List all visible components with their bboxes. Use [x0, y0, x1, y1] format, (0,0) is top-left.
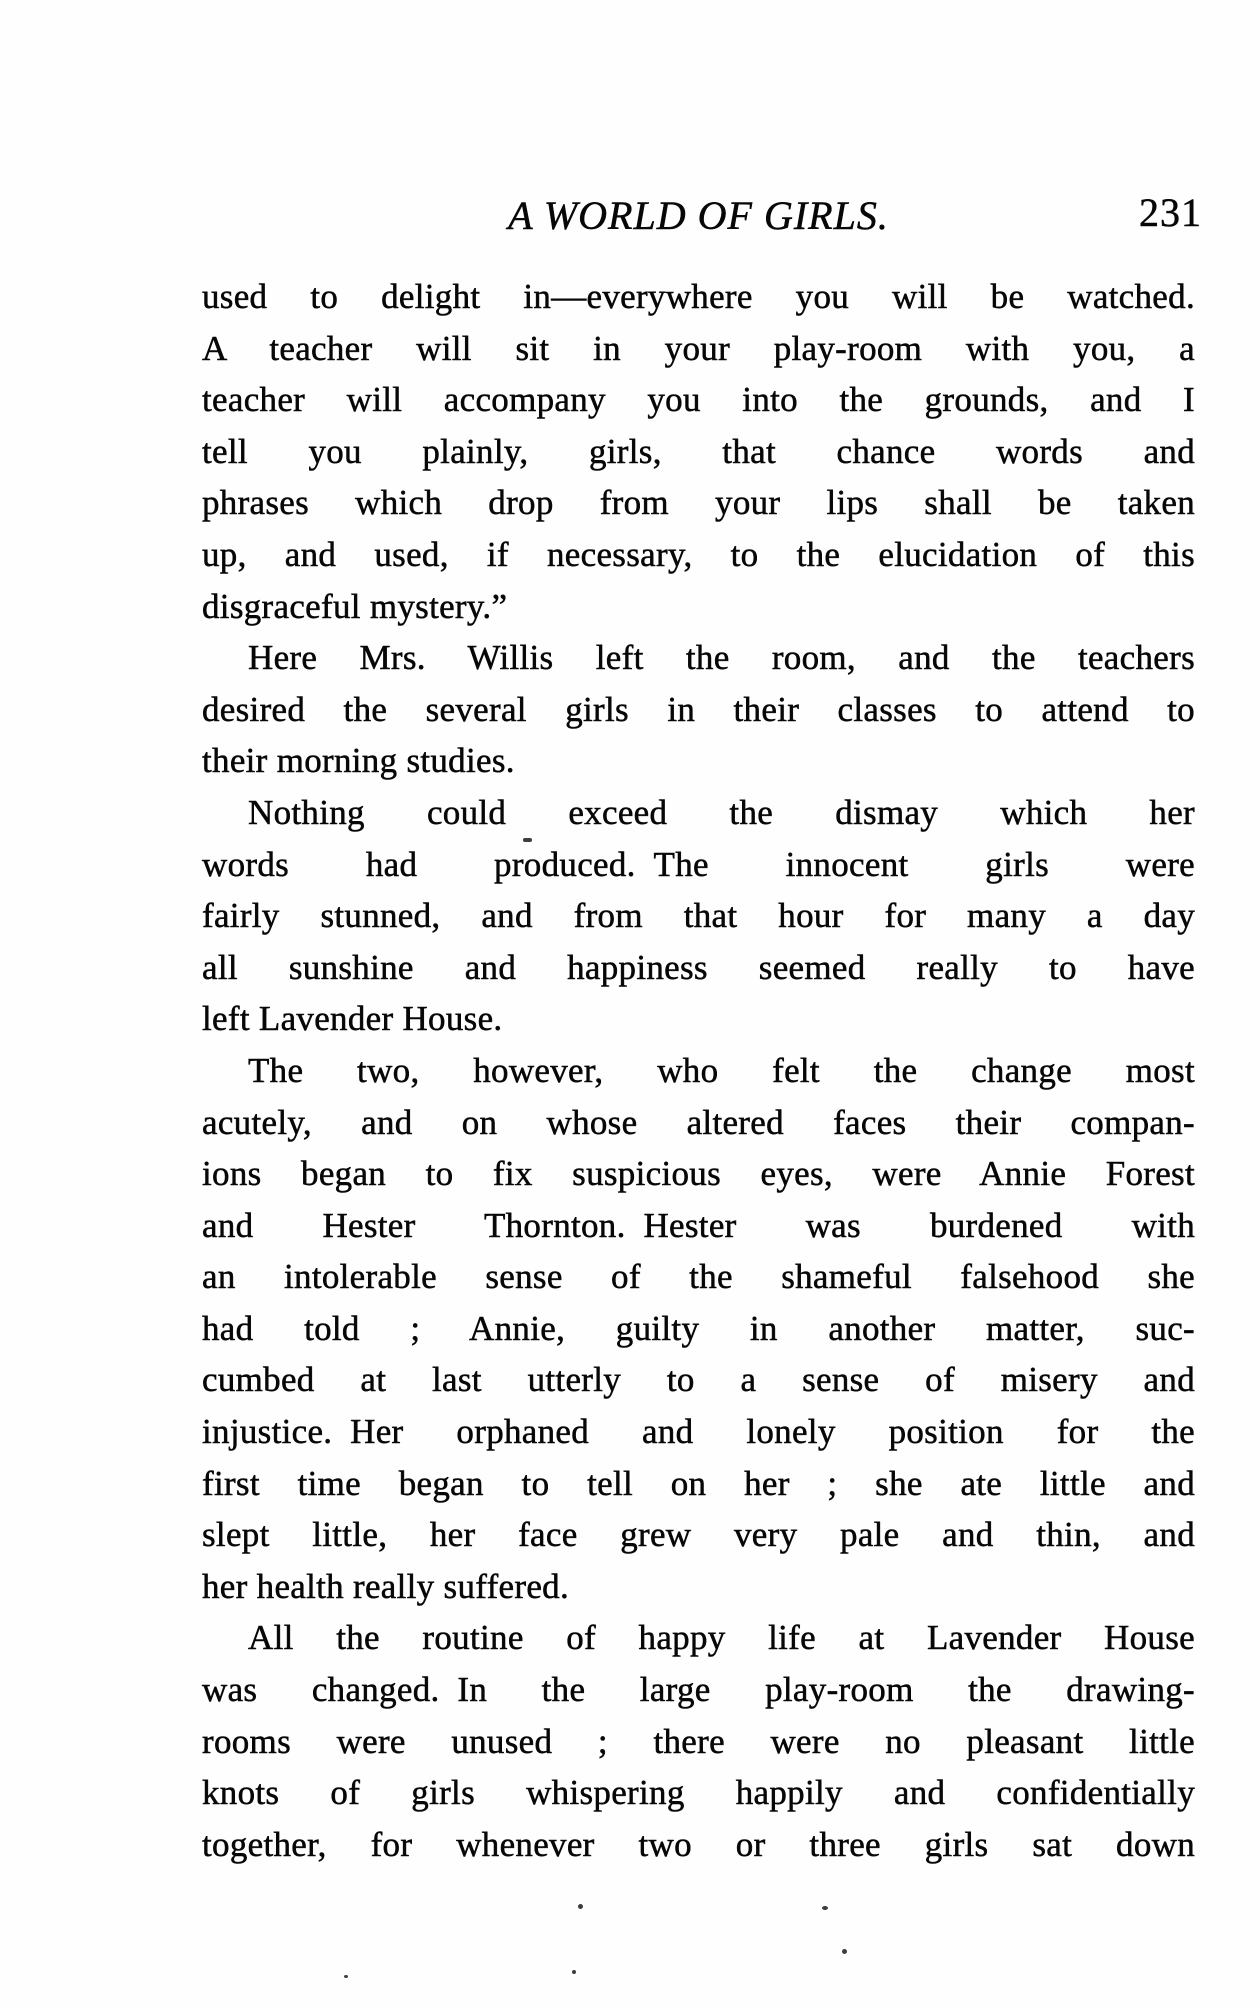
text-line: tell you plainly, girls, that chance words and: [202, 431, 1195, 471]
text-line: ions began to fix suspicious eyes, were Annie Forest: [202, 1154, 1195, 1194]
scan-speck: [842, 1949, 847, 1954]
text-line: desired the several girls in their classes to attend to: [202, 689, 1195, 729]
text-line: her health really suffered.: [202, 1566, 570, 1606]
scan-speck: [523, 838, 532, 842]
body-text: [202, 271, 1195, 1870]
running-header: [202, 193, 1195, 238]
text-line: left Lavender House.: [202, 999, 503, 1039]
text-line: an intolerable sense of the shameful falsehood she: [202, 1257, 1195, 1297]
scan-speck: [572, 1970, 576, 1974]
text-line: A teacher will sit in your play-room with you, a: [202, 328, 1195, 368]
text-line: together, for whenever two or three girls sat down: [202, 1824, 1195, 1864]
text-line: slept little, her face grew very pale and thin, and: [202, 1515, 1195, 1555]
text-line: rooms were unused ; there were no pleasant little: [202, 1721, 1195, 1761]
text-line: fairly stunned, and from that hour for many a day: [202, 896, 1195, 936]
text-line: The two, however, who felt the change most: [248, 1050, 1195, 1090]
text-line: knots of girls whispering happily and confidentially: [202, 1773, 1195, 1813]
paragraph: [202, 1045, 1195, 1613]
text-line: up, and used, if necessary, to the elucidation of this: [202, 534, 1195, 574]
text-line: all sunshine and happiness seemed really to have: [202, 947, 1195, 987]
text-line: cumbed at last utterly to a sense of misery and: [202, 1360, 1195, 1400]
header-title: A WORLD OF GIRLS.: [508, 193, 889, 238]
paragraph: [202, 1612, 1195, 1870]
text-line: their morning studies.: [202, 741, 515, 781]
scan-speck: [822, 1906, 828, 1910]
scan-speck: [344, 1975, 348, 1978]
text-line: injustice. Her orphaned and lonely position for the: [202, 1412, 1195, 1452]
text-line: phrases which drop from your lips shall be taken: [202, 483, 1195, 523]
text-line: and Hester Thornton. Hester was burdened with: [202, 1205, 1195, 1245]
text-line: Here Mrs. Willis left the room, and the teachers: [248, 638, 1195, 678]
paragraph: [202, 632, 1195, 787]
paragraph: [202, 271, 1195, 632]
text-line: was changed. In the large play-room the drawing-: [202, 1670, 1195, 1710]
text-line: acutely, and on whose altered faces their compan-: [202, 1102, 1195, 1142]
text-line: All the routine of happy life at Lavender House: [248, 1618, 1195, 1658]
text-line: had told ; Annie, guilty in another matter, suc-: [202, 1308, 1195, 1348]
paragraph: [202, 787, 1195, 1045]
page-number: 231: [1139, 190, 1202, 235]
scan-speck: [578, 1904, 583, 1909]
text-line: words had produced. The innocent girls were: [202, 844, 1195, 884]
text-line: disgraceful mystery.”: [202, 586, 508, 626]
text-line: used to delight in—everywhere you will be watched.: [202, 277, 1195, 316]
text-line: first time began to tell on her ; she ate little and: [202, 1463, 1195, 1503]
text-line: Nothing could exceed the dismay which her: [248, 792, 1195, 832]
text-line: teacher will accompany you into the grounds, and I: [202, 380, 1195, 420]
